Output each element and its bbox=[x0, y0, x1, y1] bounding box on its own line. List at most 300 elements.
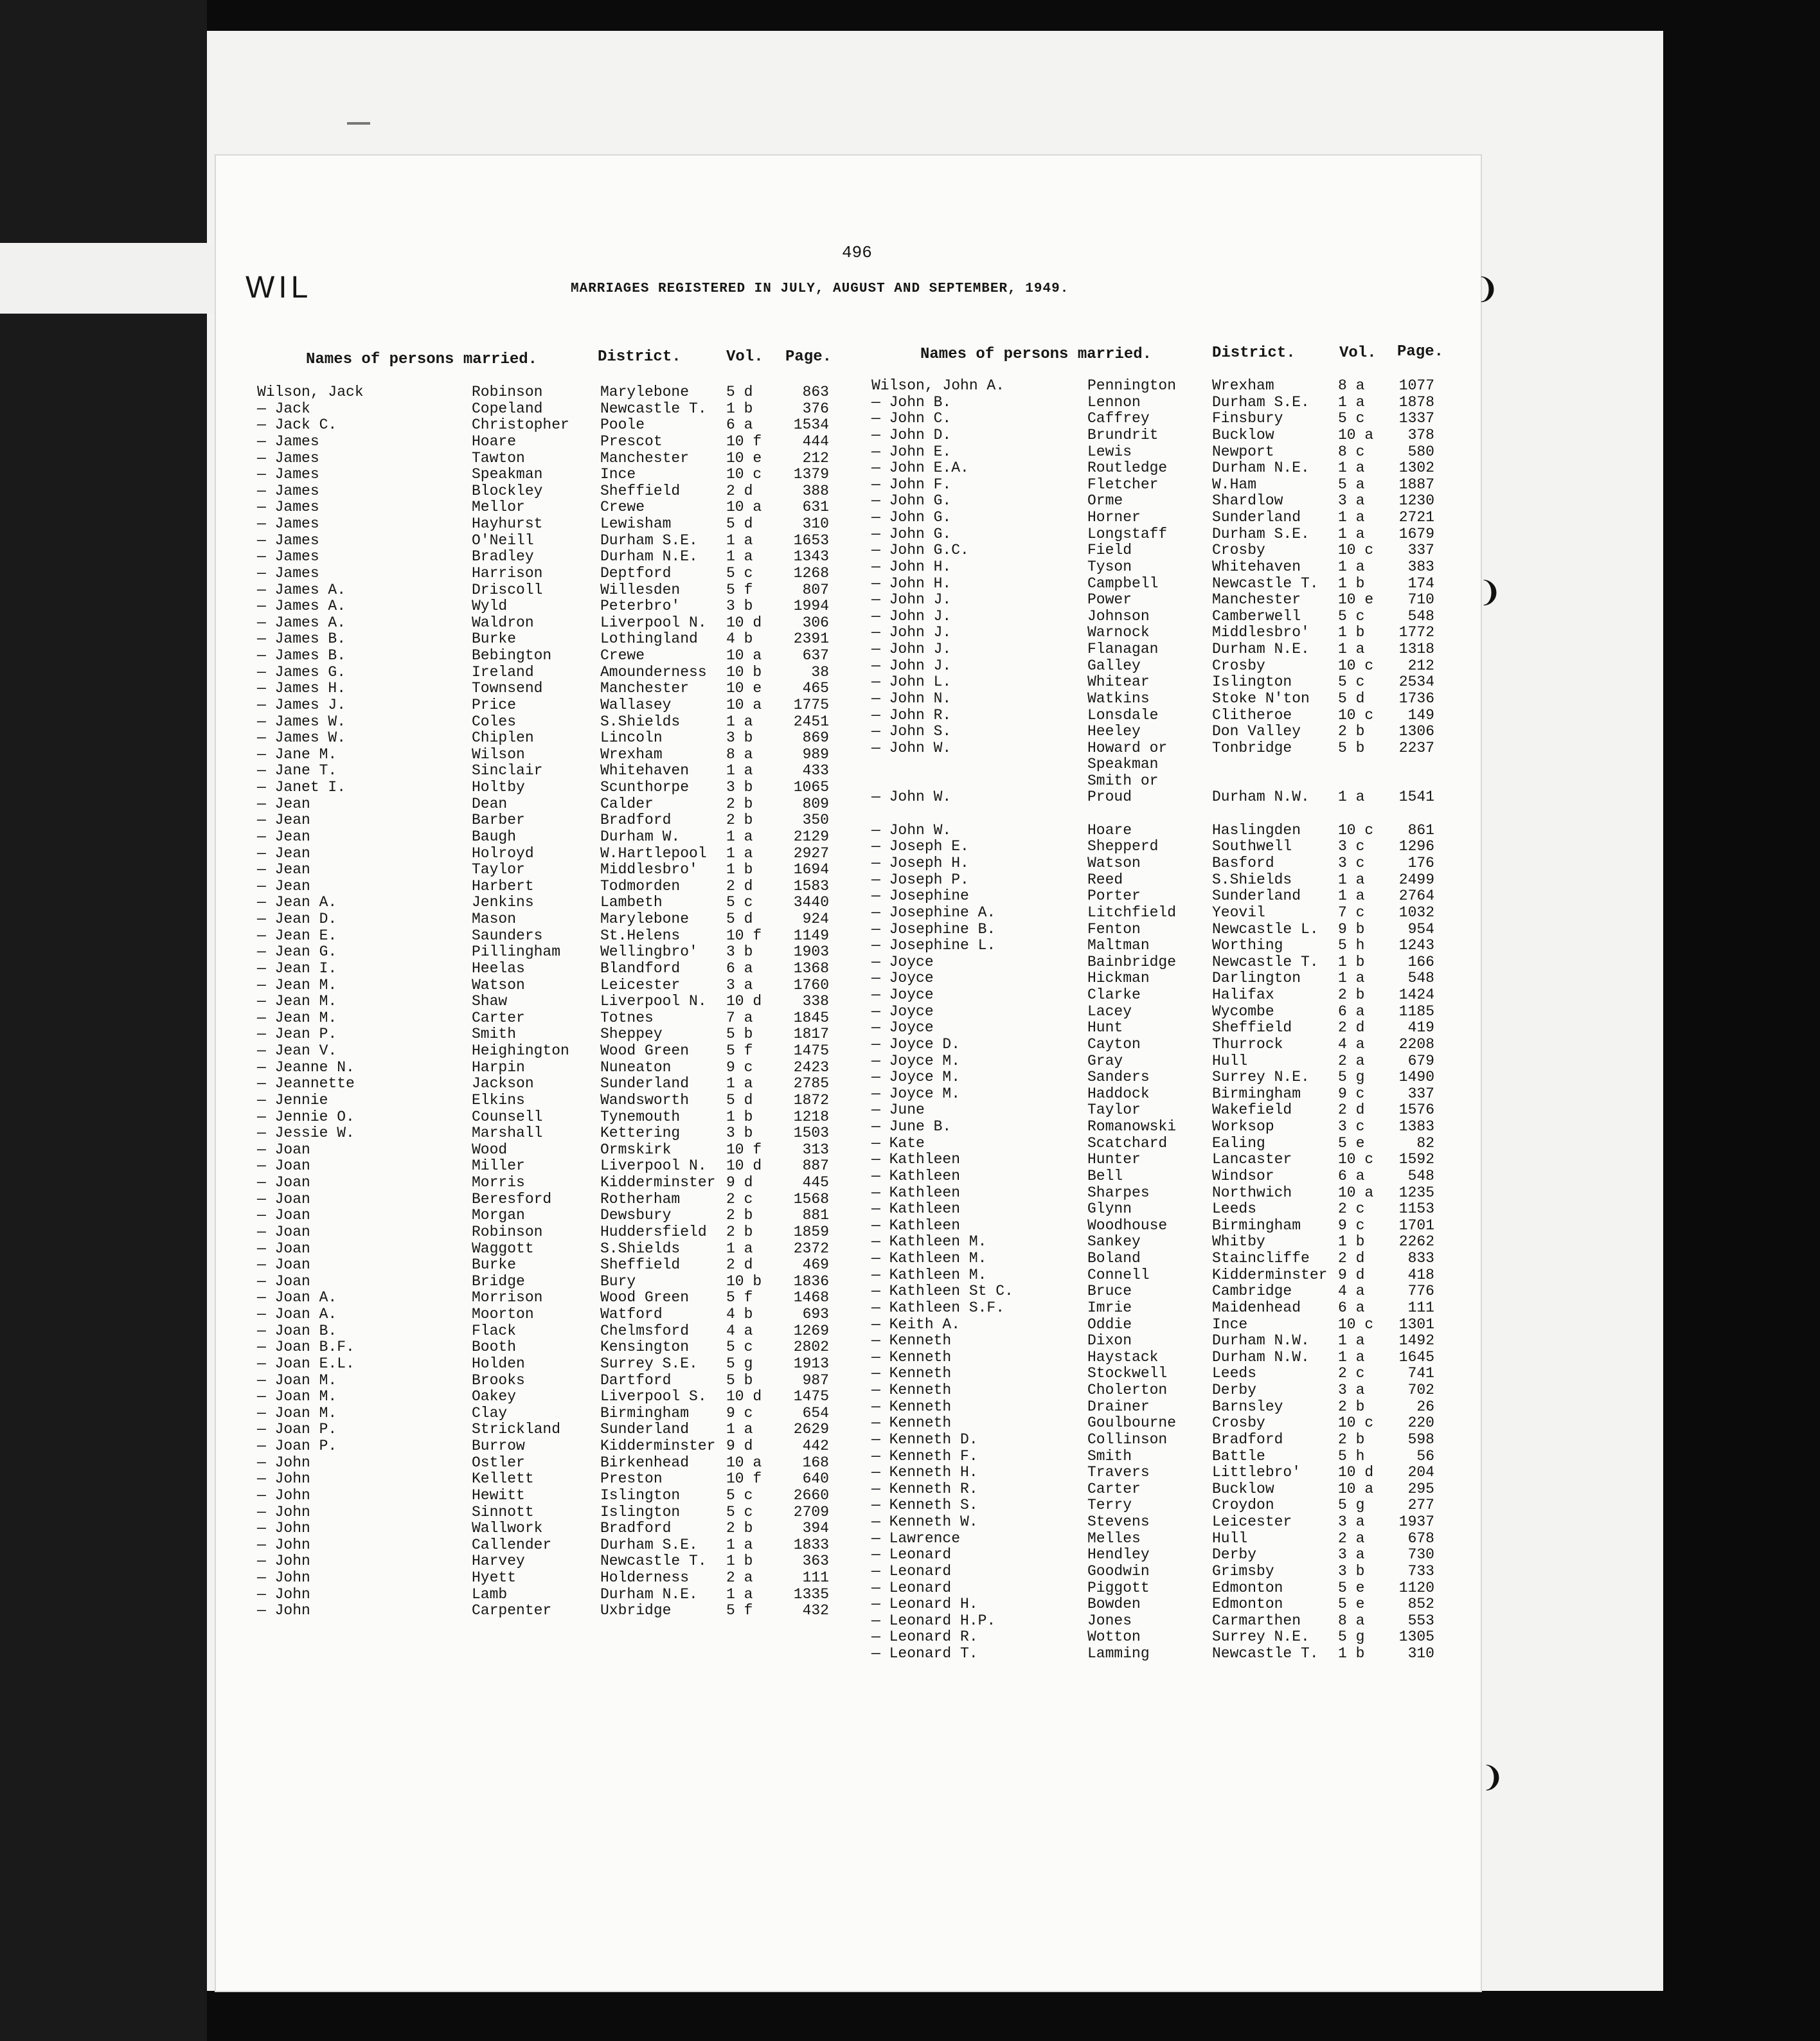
entry-spouse-surname: Field bbox=[1087, 542, 1132, 559]
register-entry bbox=[257, 1537, 848, 1554]
entry-spouse-surname: Mason bbox=[472, 911, 517, 927]
entry-spouse-surname: Jenkins bbox=[472, 894, 534, 911]
entry-district: Surrey S.E. bbox=[600, 1355, 698, 1372]
entry-spouse-surname: Tyson bbox=[1087, 558, 1132, 575]
header-vol-left: Vol. bbox=[726, 348, 763, 366]
entry-district: Durham N.W. bbox=[1212, 788, 1310, 805]
entry-district: Durham N.E. bbox=[600, 548, 698, 566]
register-entry bbox=[871, 1333, 1450, 1350]
register-entry bbox=[871, 1596, 1450, 1613]
entry-name: — John E. bbox=[871, 443, 952, 460]
entry-name: — Jean P. bbox=[257, 1026, 337, 1043]
entry-spouse-surname: Routledge bbox=[1087, 459, 1168, 477]
entry-spouse-surname: Elkins bbox=[472, 1091, 525, 1109]
entry-page: 987 bbox=[802, 1371, 829, 1389]
entry-spouse-surname: Robinson bbox=[472, 384, 543, 400]
entry-page: 338 bbox=[802, 993, 829, 1010]
entry-district: Newcastle T. bbox=[600, 1553, 707, 1570]
entry-page: 465 bbox=[802, 680, 829, 697]
binding-mark: ❩ bbox=[1478, 576, 1502, 608]
entry-volume: 5 c bbox=[1338, 673, 1365, 691]
entry-name: — Leonard bbox=[871, 1546, 952, 1564]
entry-district: Kidderminster bbox=[1212, 1266, 1328, 1283]
entry-name: — Joyce bbox=[871, 1019, 934, 1037]
entry-volume: 3 c bbox=[1338, 838, 1365, 855]
entry-spouse-surname: Wilson bbox=[472, 745, 525, 763]
register-entry bbox=[257, 977, 848, 994]
register-entry bbox=[871, 1300, 1450, 1317]
entry-name: — John J. bbox=[871, 641, 952, 657]
entry-spouse-surname: Scatchard bbox=[1087, 1134, 1168, 1152]
entry-page: 1736 bbox=[1398, 690, 1434, 707]
entry-volume: 2 a bbox=[1338, 1052, 1365, 1069]
entry-district: Derby bbox=[1212, 1382, 1257, 1398]
entry-spouse-surname: Drainer bbox=[1087, 1398, 1150, 1415]
entry-spouse-surname: Travers bbox=[1087, 1464, 1150, 1481]
entry-district: Liverpool N. bbox=[600, 1157, 707, 1175]
entry-district: Holderness bbox=[600, 1569, 690, 1586]
entry-district: Bucklow bbox=[1212, 1480, 1274, 1497]
entry-spouse-surname: Goodwin bbox=[1087, 1562, 1150, 1580]
entry-page: 1185 bbox=[1398, 1003, 1434, 1020]
entry-name: — John N. bbox=[871, 690, 952, 707]
entry-name: — Joyce M. bbox=[871, 1085, 961, 1102]
entry-name: — Kathleen bbox=[871, 1167, 961, 1184]
entry-name: — James J. bbox=[257, 696, 346, 713]
entry-name: — Joseph H. bbox=[871, 855, 969, 871]
entry-district: Middlesbro' bbox=[600, 861, 698, 878]
entry-name: — Joan E.L. bbox=[257, 1355, 355, 1372]
entry-page: 445 bbox=[802, 1174, 829, 1191]
entry-volume: 10 c bbox=[1338, 542, 1374, 559]
entry-district: Willesden bbox=[600, 581, 681, 598]
entry-name: — Jack bbox=[257, 400, 310, 417]
entry-district: S.Shields bbox=[1212, 871, 1292, 888]
entry-page: 350 bbox=[802, 812, 829, 829]
entry-district: Wallasey bbox=[600, 696, 672, 713]
entry-district: Islington bbox=[600, 1486, 681, 1504]
entry-volume: 1 b bbox=[726, 861, 753, 878]
entry-spouse-surname: Counsell bbox=[472, 1108, 543, 1125]
entry-volume: 2 d bbox=[726, 877, 753, 895]
entry-spouse-surname: Jones bbox=[1087, 1612, 1132, 1629]
register-entry bbox=[257, 681, 848, 697]
entry-district: Worthing bbox=[1212, 937, 1283, 954]
entry-name: — John J. bbox=[871, 591, 952, 609]
entry-volume: 1 b bbox=[726, 400, 753, 417]
register-entry bbox=[257, 1241, 848, 1258]
entry-spouse-surname: Harbert bbox=[472, 877, 534, 895]
entry-spouse-surname: Holroyd bbox=[472, 844, 534, 862]
entry-volume: 1 a bbox=[1338, 788, 1365, 805]
entry-district: Bury bbox=[600, 1272, 636, 1290]
entry-name: — Joan P. bbox=[257, 1438, 337, 1454]
entry-district: Darlington bbox=[1212, 970, 1301, 987]
entry-volume: 1 a bbox=[726, 531, 753, 549]
entry-name: — John J. bbox=[871, 607, 952, 625]
entry-district: Crewe bbox=[600, 647, 645, 664]
entry-name: — John D. bbox=[871, 426, 952, 443]
entry-page: 2721 bbox=[1398, 509, 1434, 526]
entry-spouse-surname: Price bbox=[472, 696, 517, 713]
entry-name: — John G. bbox=[871, 509, 952, 526]
entry-page: 924 bbox=[802, 911, 829, 927]
entry-name: Wilson, John A. bbox=[871, 377, 1005, 394]
entry-volume: 10 d bbox=[726, 1388, 762, 1405]
entry-volume: 2 d bbox=[1338, 1250, 1365, 1267]
entry-name: — James bbox=[257, 515, 319, 532]
entry-volume: 9 c bbox=[726, 1058, 753, 1076]
register-entry bbox=[871, 1366, 1450, 1382]
register-entry bbox=[257, 812, 848, 829]
entry-district: Edmonton bbox=[1212, 1596, 1283, 1613]
entry-spouse-surname: Bainbridge bbox=[1087, 953, 1177, 970]
entry-spouse-surname: Christopher bbox=[472, 416, 569, 434]
entry-volume: 5 g bbox=[726, 1355, 753, 1372]
register-entry bbox=[871, 987, 1450, 1004]
entry-district: Kettering bbox=[600, 1125, 681, 1142]
entry-district: Worksop bbox=[1212, 1118, 1274, 1135]
entry-name: — Kathleen bbox=[871, 1151, 961, 1168]
register-entry bbox=[871, 378, 1450, 395]
entry-district: Chelmsford bbox=[600, 1322, 690, 1339]
entry-name: — Joyce M. bbox=[871, 1069, 961, 1086]
entry-page: 313 bbox=[802, 1141, 829, 1158]
entry-page: 809 bbox=[802, 795, 829, 812]
register-entry bbox=[257, 1389, 848, 1405]
entry-volume: 2 b bbox=[1338, 986, 1365, 1003]
entry-district: Wakefield bbox=[1212, 1101, 1292, 1119]
entry-district: Wrexham bbox=[1212, 377, 1274, 394]
register-entry bbox=[257, 1142, 848, 1159]
register-entry bbox=[871, 444, 1450, 461]
entry-spouse-surname: Watson bbox=[472, 976, 525, 994]
entry-name: — Jeannette bbox=[257, 1075, 355, 1092]
entry-spouse-surname: Heighington bbox=[472, 1042, 569, 1059]
entry-volume: 1 a bbox=[1338, 459, 1365, 477]
entry-page: 807 bbox=[802, 581, 829, 598]
entry-spouse-surname: Wallwork bbox=[472, 1520, 543, 1537]
entry-district: Peterbro' bbox=[600, 598, 681, 615]
entry-name: — John W. bbox=[871, 739, 952, 756]
entry-page: 469 bbox=[802, 1256, 829, 1274]
entry-name: — Kathleen bbox=[871, 1184, 961, 1201]
entry-volume: 2 a bbox=[726, 1569, 753, 1586]
register-entry bbox=[257, 1356, 848, 1373]
entry-name: — John G. bbox=[871, 492, 952, 510]
entry-volume: 9 d bbox=[726, 1174, 753, 1191]
entry-page: 1343 bbox=[793, 548, 829, 566]
entry-spouse-surname: Lonsdale bbox=[1087, 706, 1159, 724]
entry-volume: 5 b bbox=[1338, 739, 1365, 756]
entry-volume: 5 g bbox=[1338, 1069, 1365, 1086]
entry-spouse-surname: Longstaff bbox=[1087, 525, 1168, 542]
entry-district: S.Shields bbox=[600, 713, 681, 730]
entry-name: — John B. bbox=[871, 393, 952, 411]
entry-volume: 1 a bbox=[726, 844, 753, 862]
entry-volume: 3 a bbox=[1338, 492, 1365, 510]
entry-page: 433 bbox=[802, 762, 829, 780]
entry-page: 548 bbox=[1407, 970, 1434, 987]
entry-spouse-surname: Oakey bbox=[472, 1388, 517, 1405]
entry-district: Ormskirk bbox=[600, 1141, 672, 1158]
entry-name: — Joyce bbox=[871, 1003, 934, 1020]
entry-page: 2451 bbox=[793, 713, 829, 730]
entry-spouse-surname: Romanowski bbox=[1087, 1118, 1177, 1135]
register-entry bbox=[871, 1185, 1450, 1202]
register-entry bbox=[871, 938, 1450, 954]
entry-spouse-surname: Imrie bbox=[1087, 1299, 1132, 1316]
entry-page: 1592 bbox=[1398, 1151, 1434, 1168]
register-entry bbox=[257, 450, 848, 467]
entry-volume: 10 f bbox=[726, 1470, 762, 1488]
entry-name: — Joan M. bbox=[257, 1404, 337, 1422]
entry-district: Ealing bbox=[1212, 1134, 1265, 1152]
entry-spouse-surname: Coles bbox=[472, 713, 517, 730]
register-entry bbox=[871, 1053, 1450, 1070]
register-entry bbox=[257, 944, 848, 961]
entry-name: — Joan B.F. bbox=[257, 1339, 355, 1356]
entry-spouse-surname: Wyld bbox=[472, 598, 508, 615]
entry-page: 1541 bbox=[1398, 788, 1434, 805]
entry-spouse-surname: Hunt bbox=[1087, 1019, 1123, 1037]
entry-name: — Leonard T. bbox=[871, 1645, 978, 1662]
entry-district: Sheppey bbox=[600, 1026, 663, 1043]
entry-district: W.Ham bbox=[1212, 476, 1257, 493]
entry-page: 306 bbox=[802, 614, 829, 631]
register-entry bbox=[257, 615, 848, 632]
register-entry bbox=[871, 1580, 1450, 1597]
register-entry bbox=[871, 1168, 1450, 1185]
entry-name: — Joyce bbox=[871, 953, 934, 970]
entry-page: 1817 bbox=[793, 1026, 829, 1043]
entry-page: 2208 bbox=[1398, 1035, 1434, 1053]
register-entry bbox=[257, 1471, 848, 1488]
entry-district: Hull bbox=[1212, 1529, 1248, 1547]
entry-district: Whitehaven bbox=[600, 762, 690, 780]
entry-district: Littlebro' bbox=[1212, 1464, 1301, 1481]
entry-page: 2391 bbox=[793, 630, 829, 648]
entry-volume: 2 d bbox=[726, 1256, 753, 1274]
entry-page: 1913 bbox=[793, 1355, 829, 1372]
entry-district: Croydon bbox=[1212, 1497, 1274, 1514]
entry-name: — Joan bbox=[257, 1207, 310, 1224]
index-letters: WIL bbox=[245, 271, 312, 305]
entry-district: Battle bbox=[1212, 1447, 1265, 1465]
entry-district: Amounderness bbox=[600, 663, 707, 681]
entry-name: — Jean D. bbox=[257, 911, 337, 927]
entry-page: 204 bbox=[1407, 1464, 1434, 1481]
entry-page: 38 bbox=[811, 663, 829, 681]
entry-page: 1994 bbox=[793, 598, 829, 615]
entry-page: 2709 bbox=[793, 1503, 829, 1520]
header-names-left: Names of persons married. bbox=[306, 351, 538, 368]
pencil-mark bbox=[347, 122, 370, 125]
entry-volume: 5 d bbox=[726, 515, 753, 532]
entry-name: — Jean bbox=[257, 877, 310, 895]
entry-page: 710 bbox=[1407, 591, 1434, 609]
entry-name: — Joseph E. bbox=[871, 838, 969, 855]
entry-volume: 10 c bbox=[1338, 1414, 1374, 1432]
register-entry bbox=[257, 911, 848, 928]
entry-name: — Jean bbox=[257, 861, 310, 878]
entry-volume: 8 a bbox=[1338, 377, 1365, 394]
entry-name: — Josephine L. bbox=[871, 937, 996, 954]
entry-spouse-surname: Shaw bbox=[472, 993, 508, 1010]
entry-volume: 1 a bbox=[1338, 509, 1365, 526]
register-entry bbox=[257, 417, 848, 434]
entry-page: 1859 bbox=[793, 1223, 829, 1240]
entry-district: Cambridge bbox=[1212, 1283, 1292, 1300]
entry-name: — Kenneth W. bbox=[871, 1513, 978, 1530]
entry-spouse-surname: Dean bbox=[472, 795, 508, 812]
entry-district: Basford bbox=[1212, 855, 1274, 871]
entry-name: — John bbox=[257, 1470, 310, 1488]
entry-name: — Joan P. bbox=[257, 1421, 337, 1438]
entry-district: Manchester bbox=[1212, 591, 1301, 609]
entry-spouse-surname: Sanders bbox=[1087, 1069, 1150, 1086]
entry-name: — Kenneth R. bbox=[871, 1480, 978, 1497]
entry-name: Wilson, Jack bbox=[257, 384, 364, 400]
register-entry bbox=[257, 747, 848, 763]
register-entry bbox=[257, 1026, 848, 1043]
entry-spouse-surname: Marshall bbox=[472, 1125, 543, 1142]
register-entry bbox=[257, 566, 848, 582]
register-entry bbox=[257, 1488, 848, 1504]
entry-name: — Jean M. bbox=[257, 993, 337, 1010]
register-entry bbox=[257, 1274, 848, 1290]
entry-spouse-surname: Woodhouse bbox=[1087, 1217, 1168, 1234]
register-entry bbox=[257, 1520, 848, 1537]
entry-spouse-surname: Speakman bbox=[472, 466, 543, 483]
entry-name: — John bbox=[257, 1553, 310, 1570]
entry-district: Newport bbox=[1212, 443, 1274, 460]
entry-district: Ince bbox=[600, 466, 636, 483]
entry-page: 212 bbox=[1407, 657, 1434, 674]
entry-district: Haslingden bbox=[1212, 821, 1301, 839]
entry-name: — Joan B. bbox=[257, 1322, 337, 1339]
register-entry bbox=[257, 1405, 848, 1422]
entry-spouse-surname: Saunders bbox=[472, 927, 543, 944]
entry-district: Durham W. bbox=[600, 828, 681, 845]
entry-volume: 3 b bbox=[726, 729, 753, 747]
register-entry bbox=[871, 872, 1450, 889]
entry-spouse-surname: Fletcher bbox=[1087, 476, 1159, 493]
entry-page: 1475 bbox=[793, 1388, 829, 1405]
entry-spouse-surname: Wotton bbox=[1087, 1628, 1141, 1646]
entry-district: Islington bbox=[600, 1503, 681, 1520]
entry-name: — Jean M. bbox=[257, 976, 337, 994]
entry-volume: 4 b bbox=[726, 630, 753, 648]
entry-district: Liverpool N. bbox=[600, 614, 707, 631]
entry-spouse-surname: Strickland bbox=[472, 1421, 561, 1438]
entry-volume: 10 c bbox=[1338, 1315, 1374, 1333]
entry-district: Totnes bbox=[600, 1009, 654, 1026]
entry-volume: 1 b bbox=[1338, 1233, 1365, 1251]
entry-spouse-surname: Bruce bbox=[1087, 1283, 1132, 1300]
entry-page: 2660 bbox=[793, 1486, 829, 1504]
entry-district: Surrey N.E. bbox=[1212, 1628, 1310, 1646]
entry-district: Newcastle L. bbox=[1212, 920, 1319, 938]
register-entry bbox=[871, 477, 1450, 494]
entry-name: — Kenneth bbox=[871, 1348, 952, 1366]
entry-volume: 5 c bbox=[1338, 607, 1365, 625]
register-entry bbox=[257, 1043, 848, 1060]
entry-page: 1568 bbox=[793, 1190, 829, 1208]
entry-volume: 5 c bbox=[726, 1503, 753, 1520]
register-entry bbox=[257, 1553, 848, 1570]
entry-name: — Kenneth S. bbox=[871, 1497, 978, 1514]
register-entry bbox=[871, 855, 1450, 872]
entry-spouse-surname: Lamb bbox=[472, 1585, 508, 1603]
entry-name: — Kenneth bbox=[871, 1382, 952, 1398]
entry-district: Rotherham bbox=[600, 1190, 681, 1208]
entry-page: 111 bbox=[802, 1569, 829, 1586]
entry-volume: 10 a bbox=[726, 1454, 762, 1471]
entry-volume: 10 c bbox=[726, 466, 762, 483]
entry-district: Preston bbox=[600, 1470, 663, 1488]
entry-page: 1534 bbox=[793, 416, 829, 434]
entry-name: — Kathleen bbox=[871, 1217, 961, 1234]
entry-page: 1492 bbox=[1398, 1332, 1434, 1350]
entry-district: Crewe bbox=[600, 499, 645, 516]
entry-page: 1269 bbox=[793, 1322, 829, 1339]
entry-name: — John bbox=[257, 1569, 310, 1586]
entry-page: 1937 bbox=[1398, 1513, 1434, 1530]
entry-spouse-surname: Chiplen bbox=[472, 729, 534, 747]
register-entry bbox=[257, 1323, 848, 1340]
entry-page: 1845 bbox=[793, 1009, 829, 1026]
entry-district: Durham S.E. bbox=[1212, 525, 1310, 542]
entry-page: 310 bbox=[802, 515, 829, 532]
entry-volume: 3 a bbox=[1338, 1382, 1365, 1398]
entry-district: Ince bbox=[1212, 1315, 1248, 1333]
entry-volume: 2 b bbox=[1338, 723, 1365, 740]
entry-volume: 5 d bbox=[726, 911, 753, 927]
register-entry bbox=[871, 1448, 1450, 1465]
entry-page: 1645 bbox=[1398, 1348, 1434, 1366]
entry-volume: 2 a bbox=[1338, 1529, 1365, 1547]
entry-page: 580 bbox=[1407, 443, 1434, 460]
entry-name: — Leonard H.P. bbox=[871, 1612, 996, 1629]
entry-volume: 10 b bbox=[726, 663, 762, 681]
entry-district: Newcastle T. bbox=[1212, 953, 1319, 970]
entry-volume: 3 b bbox=[1338, 1562, 1365, 1580]
entry-spouse-surname: Terry bbox=[1087, 1497, 1132, 1514]
entry-district: Windsor bbox=[1212, 1167, 1274, 1184]
entry-page: 2262 bbox=[1398, 1233, 1434, 1251]
entry-page: 1679 bbox=[1398, 525, 1434, 542]
entry-volume: 1 a bbox=[1338, 525, 1365, 542]
entry-page: 1424 bbox=[1398, 986, 1434, 1003]
entry-page: 954 bbox=[1407, 920, 1434, 938]
entry-name: — Jean G. bbox=[257, 943, 337, 961]
entry-volume: 1 a bbox=[726, 762, 753, 780]
entry-spouse-surname: Clarke bbox=[1087, 986, 1141, 1003]
entry-spouse-surname: Stockwell bbox=[1087, 1365, 1168, 1382]
entry-name: — Jennie O. bbox=[257, 1108, 355, 1125]
entry-volume: 7 c bbox=[1338, 904, 1365, 921]
entry-district: Marylebone bbox=[600, 384, 690, 400]
entry-name: — Jessie W. bbox=[257, 1125, 355, 1142]
entry-district: Northwich bbox=[1212, 1184, 1292, 1201]
entry-page: 1583 bbox=[793, 877, 829, 895]
entry-name: — John R. bbox=[871, 706, 952, 724]
entry-volume: 5 h bbox=[1338, 1447, 1365, 1465]
entry-volume: 8 a bbox=[726, 745, 753, 763]
entry-volume: 1 a bbox=[1338, 641, 1365, 657]
register-entry bbox=[871, 1218, 1450, 1234]
